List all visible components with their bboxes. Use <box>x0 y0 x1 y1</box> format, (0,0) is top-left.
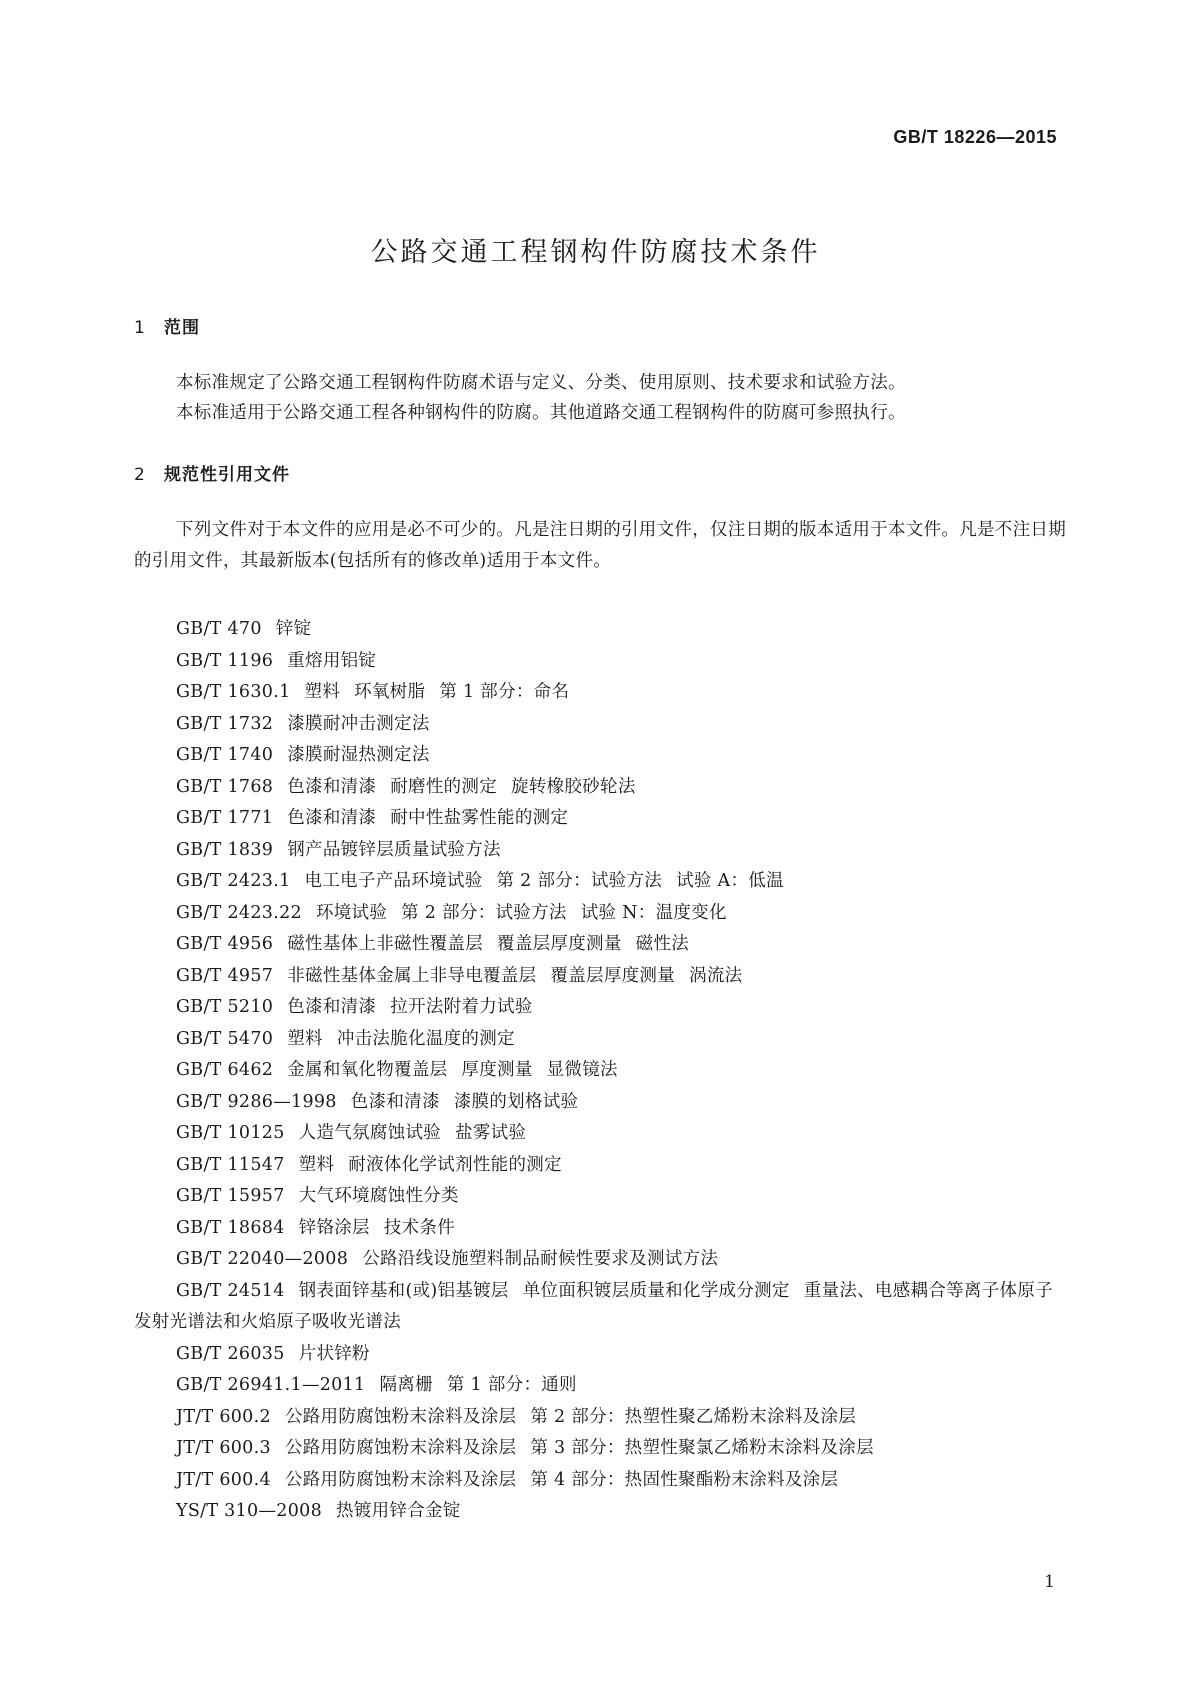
reference-list <box>134 614 1069 1528</box>
reference-item <box>134 835 1069 867</box>
reference-code: GB/T 15957 <box>176 1186 285 1206</box>
reference-title-part: 漆膜的划格试验 <box>453 1091 579 1112</box>
reference-title-part: 色漆和清漆 <box>287 997 377 1017</box>
reference-title-part: 公路用防腐蚀粉末涂料及涂层 <box>284 1469 517 1490</box>
reference-item <box>134 646 1069 678</box>
reference-title-part: 色漆和清漆 <box>350 1091 440 1112</box>
section-title: 规范性引用文件 <box>164 465 290 485</box>
reference-title-part: 片状锌粉 <box>298 1343 370 1364</box>
reference-code: GB/T 18684 <box>176 1217 285 1238</box>
reference-title-part: 第 1 部分：命名 <box>439 682 570 702</box>
section-heading-normative-references <box>134 460 290 485</box>
reference-title-part: 第 3 部分：热塑性聚氯乙烯粉末涂料及涂层 <box>530 1438 874 1458</box>
reference-code: JT/T 600.4 <box>176 1469 271 1490</box>
reference-item <box>134 677 1069 709</box>
reference-item <box>134 772 1069 804</box>
reference-item <box>134 992 1069 1024</box>
reference-code: GB/T 11547 <box>176 1154 285 1175</box>
reference-title-part: 磁性法 <box>635 934 690 954</box>
section-heading-scope <box>134 313 200 338</box>
reference-code: GB/T 1732 <box>176 713 274 734</box>
reference-code: GB/T 9286—1998 <box>176 1091 337 1112</box>
reference-title-part: 环境试验 <box>315 902 388 923</box>
reference-item <box>134 1055 1069 1087</box>
reference-code: GB/T 2423.1 <box>176 871 291 891</box>
reference-code: GB/T 6462 <box>176 1060 274 1080</box>
section-number: 2 <box>134 465 146 485</box>
reference-title-part: 耐磨性的测定 <box>390 776 498 797</box>
reference-title-part: 盐雾试验 <box>455 1123 527 1143</box>
reference-item <box>134 1339 1069 1371</box>
reference-code: GB/T 1196 <box>176 650 274 671</box>
reference-code: GB/T 2423.22 <box>176 902 302 923</box>
reference-item <box>134 1150 1069 1182</box>
reference-title-part: 金属和氧化物覆盖层 <box>287 1060 448 1080</box>
reference-item <box>134 709 1069 741</box>
reference-item <box>134 1433 1069 1465</box>
reference-code: GB/T 470 <box>176 619 262 639</box>
reference-title-part: 涡流法 <box>689 965 743 986</box>
reference-title-part: 显微镜法 <box>546 1060 618 1080</box>
reference-code: GB/T 24514 <box>176 1280 285 1301</box>
references-intro-paragraph: 下列文件对于本文件的应用是必不可少的。凡是注日期的引用文件，仅注日期的版本适用于本文件。凡是不注日期的引用文件，其最新版本(包括所有的修改单)适用于本文件。 <box>134 520 1066 571</box>
reference-title-part: 钢表面锌基和(或)铝基镀层 <box>298 1280 509 1301</box>
reference-title-part: 试验 N：温度变化 <box>580 902 727 923</box>
reference-title-part: 耐中性盐雾性能的测定 <box>390 808 569 828</box>
reference-title-part: 色漆和清漆 <box>287 776 377 797</box>
reference-title-part: 第 1 部分：通则 <box>446 1375 577 1395</box>
reference-item <box>134 1465 1069 1497</box>
reference-title-part: 重量法、电感耦合等离子体原子发射光谱法和火焰原子吸收光谱法 <box>134 1280 1053 1332</box>
reference-title-part: 重熔用铝锭 <box>287 650 377 671</box>
reference-code: GB/T 5470 <box>176 1028 274 1049</box>
reference-title-part: 塑料 <box>304 682 341 702</box>
reference-title-part: 覆盖层厚度测量 <box>550 965 676 986</box>
reference-code: GB/T 1771 <box>176 808 274 828</box>
reference-item <box>134 803 1069 835</box>
reference-title-part: 耐液体化学试剂性能的测定 <box>348 1154 562 1175</box>
reference-item <box>134 866 1069 898</box>
reference-item <box>134 1213 1069 1245</box>
reference-title-part: 钢产品镀锌层质量试验方法 <box>287 839 501 860</box>
reference-title-part: 塑料 <box>298 1154 335 1175</box>
reference-title-part: 厚度测量 <box>461 1060 533 1080</box>
reference-title-part: 漆膜耐湿热测定法 <box>287 745 430 765</box>
reference-title-part: 技术条件 <box>383 1217 456 1238</box>
reference-item <box>134 1087 1069 1119</box>
reference-item <box>134 614 1069 646</box>
scope-paragraph-2: 本标准适用于公路交通工程各种钢构件的防腐。其他道路交通工程钢构件的防腐可参照执行。 <box>176 403 906 423</box>
section-number: 1 <box>134 318 146 338</box>
reference-code: GB/T 22040—2008 <box>176 1249 349 1269</box>
reference-item <box>134 1181 1069 1213</box>
reference-title-part: 公路用防腐蚀粉末涂料及涂层 <box>284 1406 517 1427</box>
reference-title-part: 公路用防腐蚀粉末涂料及涂层 <box>284 1438 517 1458</box>
reference-item <box>134 961 1069 993</box>
reference-title-part: 电工电子产品环境试验 <box>304 871 483 891</box>
reference-item <box>134 1244 1069 1276</box>
reference-code: YS/T 310—2008 <box>176 1501 323 1521</box>
reference-title-part: 锌锭 <box>275 619 312 639</box>
reference-code: GB/T 5210 <box>176 997 274 1017</box>
reference-title-part: 覆盖层厚度测量 <box>497 934 622 954</box>
reference-item <box>134 1402 1069 1434</box>
reference-code: JT/T 600.3 <box>176 1438 271 1458</box>
reference-title-part: 第 2 部分：试验方法 <box>401 902 567 923</box>
standard-number: GB/T 18226—2015 <box>893 127 1057 147</box>
reference-code: GB/T 1768 <box>176 776 274 797</box>
reference-code: GB/T 4957 <box>176 965 274 986</box>
reference-item <box>134 1276 1069 1339</box>
reference-item <box>134 929 1069 961</box>
reference-code: GB/T 26035 <box>176 1343 285 1364</box>
document-title: 公路交通工程钢构件防腐技术条件 <box>370 237 821 268</box>
reference-title-part: 环氧树脂 <box>354 682 426 702</box>
reference-item <box>134 740 1069 772</box>
reference-code: GB/T 1630.1 <box>176 682 291 702</box>
reference-title-part: 锌铬涂层 <box>298 1217 370 1238</box>
reference-item <box>134 1024 1069 1056</box>
reference-title-part: 第 2 部分：热塑性聚乙烯粉末涂料及涂层 <box>530 1406 857 1427</box>
reference-title-part: 大气环境腐蚀性分类 <box>298 1186 459 1206</box>
reference-title-part: 拉开法附着力试验 <box>390 997 533 1017</box>
reference-title-part: 人造气氛腐蚀试验 <box>298 1123 442 1143</box>
reference-title-part: 漆膜耐冲击测定法 <box>287 713 430 734</box>
reference-title-part: 第 2 部分：试验方法 <box>496 871 663 891</box>
reference-title-part: 色漆和清漆 <box>287 808 377 828</box>
page-number: 1 <box>1044 1572 1055 1592</box>
reference-code: GB/T 1839 <box>176 839 274 860</box>
reference-title-part: 磁性基体上非磁性覆盖层 <box>287 934 484 954</box>
reference-item <box>134 898 1069 930</box>
reference-title-part: 塑料 <box>287 1028 323 1049</box>
reference-item <box>134 1118 1069 1150</box>
reference-title-part: 试验 A：低温 <box>676 871 784 891</box>
reference-title-part: 非磁性基体金属上非导电覆盖层 <box>287 965 537 986</box>
reference-title-part: 冲击法脆化温度的测定 <box>336 1028 515 1049</box>
section-title: 范围 <box>164 318 200 338</box>
reference-code: GB/T 4956 <box>176 934 274 954</box>
reference-title-part: 热镀用锌合金锭 <box>336 1501 461 1521</box>
reference-title-part: 旋转橡胶砂轮法 <box>511 776 636 797</box>
reference-code: GB/T 26941.1—2011 <box>176 1375 366 1395</box>
scope-paragraph-1: 本标准规定了公路交通工程钢构件防腐术语与定义、分类、使用原则、技术要求和试验方法。 <box>176 373 906 393</box>
reference-item <box>134 1496 1069 1528</box>
reference-title-part: 公路沿线设施塑料制品耐候性要求及测试方法 <box>362 1249 719 1269</box>
reference-item <box>134 1370 1069 1402</box>
reference-code: JT/T 600.2 <box>176 1406 271 1427</box>
reference-code: GB/T 10125 <box>176 1123 285 1143</box>
reference-title-part: 单位面积镀层质量和化学成分测定 <box>522 1280 790 1301</box>
reference-title-part: 第 4 部分：热固性聚酯粉末涂料及涂层 <box>530 1469 839 1490</box>
reference-code: GB/T 1740 <box>176 745 274 765</box>
reference-title-part: 隔离栅 <box>379 1375 433 1395</box>
